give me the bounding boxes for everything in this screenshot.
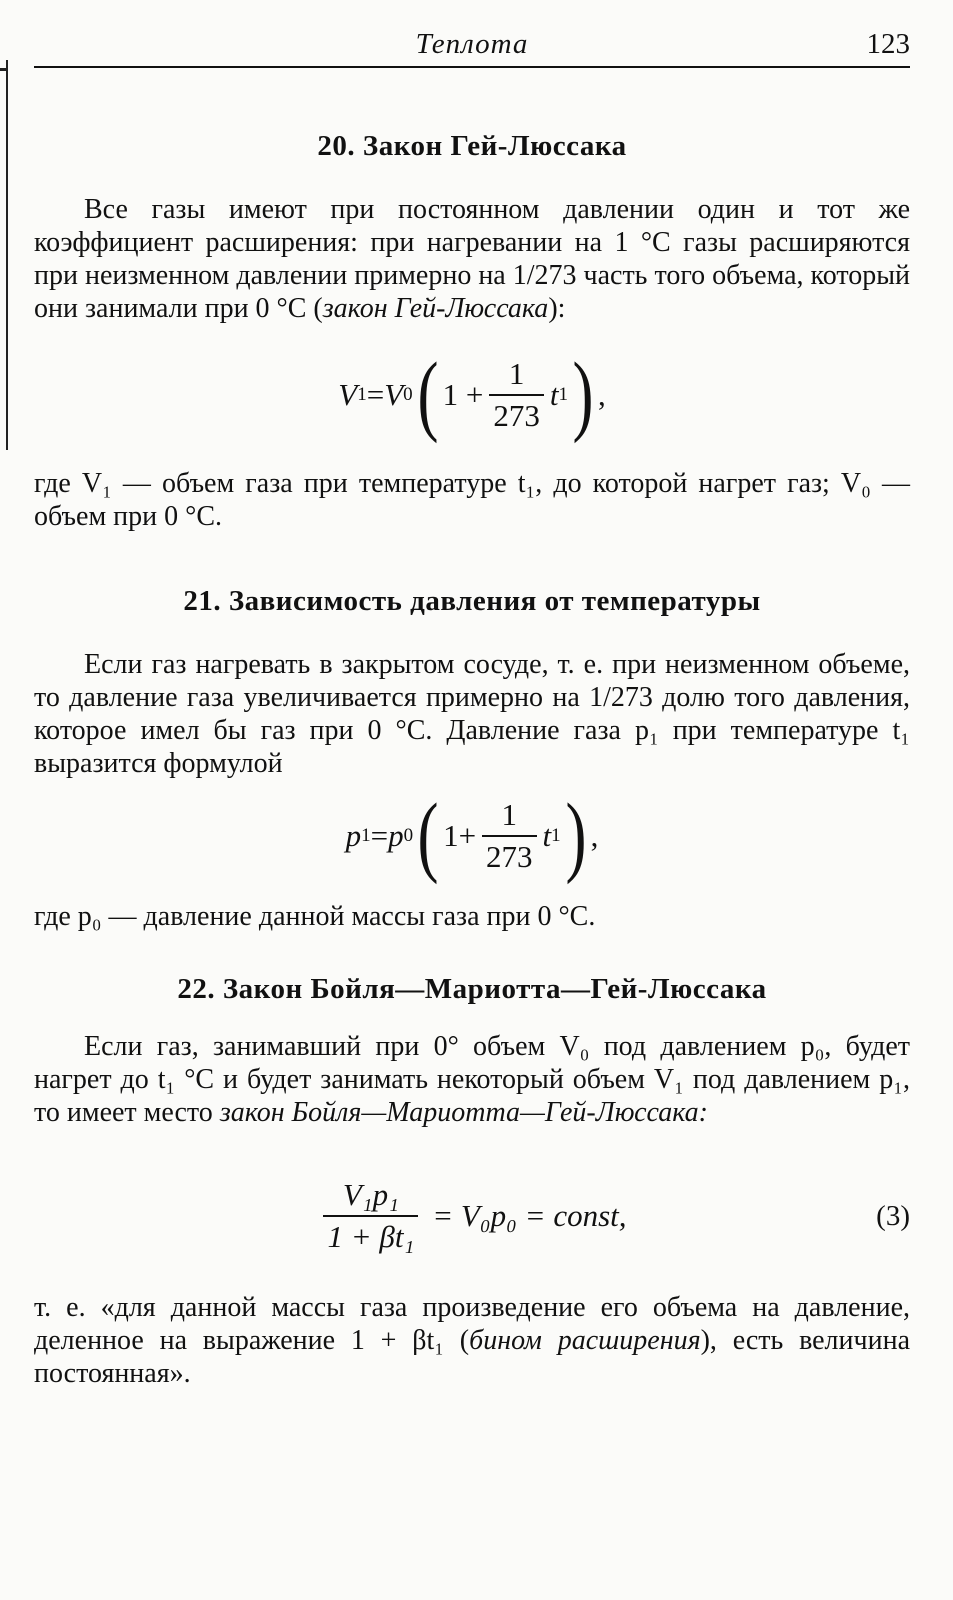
formula-var: V [384,377,404,412]
section-20-text-end: ): [548,293,566,324]
section-20-law-name: закон Гей-Люссака [322,293,549,324]
formula-eq: = [370,818,389,853]
section-22-heading: 22. Закон Бойля—Мариотта—Гей-Люссака [177,973,767,1005]
section-20-heading: 20. Закон Гей-Люссака [317,130,627,162]
formula-fraction [323,1177,418,1255]
section-22-text: Если газ, занимавший при 0° объем V₀ под давлением p₀, будет нагрет до t₁ °С и будет занимать некоторый объем V₁ под давлением p₁, то имеет место [34,1031,910,1128]
section-22-conclusion-text: т. е. «для данной массы газа произведение его объема на давление, деленное на выражение 1 + βt₁ ( [34,1292,910,1356]
formula-fraction [482,797,537,875]
formula-sub: 1 [357,384,367,405]
formula-rhs: = V₀p₀ = const, [432,1198,627,1233]
formula-one: 1+ [443,818,477,853]
formula-comma: , [590,818,599,853]
section-20-text: Все газы имеют при постоянном давлении один и тот же коэффициент расширения: при нагревании на 1 °С газы расширяются при неизменном давлении примерно на 1/273 часть того объема, который они занимали при 0 °С ( [34,194,910,324]
running-title: Теплота [415,28,529,60]
section-22-conclusion-end: ), есть величина постоянная». [34,1325,910,1389]
page [34,20,910,1390]
formula-var: V [338,377,358,412]
section-21-heading: 21. Зависимость давления от температуры [183,585,761,617]
formula-var: t [549,377,559,412]
formula-sub: 1 [558,384,568,405]
formula-paren-right: ) [565,786,587,885]
formula-pressure [34,786,910,886]
fraction-numerator: V₁p₁ [342,1177,399,1212]
formula-combined-gas-law [34,1161,910,1271]
equation-number: (3) [876,1199,910,1232]
formula-gay-lussac [34,345,910,445]
section-22-law-name: закон Бойля—Мариотта—Гей-Люссака: [219,1097,708,1128]
formula-var: p [345,818,362,853]
formula-fraction [489,356,544,434]
formula-sub: 1 [551,825,561,846]
fraction-numerator: 1 [508,356,525,391]
page-number: 123 [866,28,910,60]
section-22-binomial-term: бином расширения [469,1325,701,1356]
formula-var: p [388,818,404,853]
formula-paren-right: ) [572,345,594,444]
formula-paren-left: ( [417,345,439,444]
section-22-conclusion [34,1291,910,1390]
formula-sub: 1 [361,825,371,846]
formula-sub: 0 [403,825,414,846]
running-header [34,20,910,68]
scan-edge-tick [0,68,8,71]
fraction-denominator: 1 + βt₁ [323,1215,418,1255]
fraction-denominator: 273 [489,394,544,434]
fraction-denominator: 273 [482,835,537,875]
section-22-paragraph [34,1030,910,1129]
section-21-where: где p₀ — давление данной массы газа при 0 °С. [34,901,596,932]
formula-var: t [542,818,552,853]
section-20-paragraph [34,193,910,325]
formula-one: 1 + [442,377,484,412]
formula-eq: = [366,377,385,412]
scan-edge-line [6,60,8,450]
section-20-where: где V₁ — объем газа при температуре t₁, до которой нагрет газ; V₀ — объем при 0 °С. [34,468,910,532]
fraction-numerator: 1 [501,797,518,832]
formula-sub: 0 [403,384,413,405]
formula-paren-left: ( [417,786,439,885]
formula-comma: , [597,377,606,412]
section-21-paragraph: Если газ нагревать в закрытом сосуде, т. е. при неизменном объеме, то давление газа увеличивается примерно на 1/273 долю того давления, которое имел бы газ при 0 °С. Давление газа p₁ при температуре t₁ выразится формулой [34,649,910,779]
